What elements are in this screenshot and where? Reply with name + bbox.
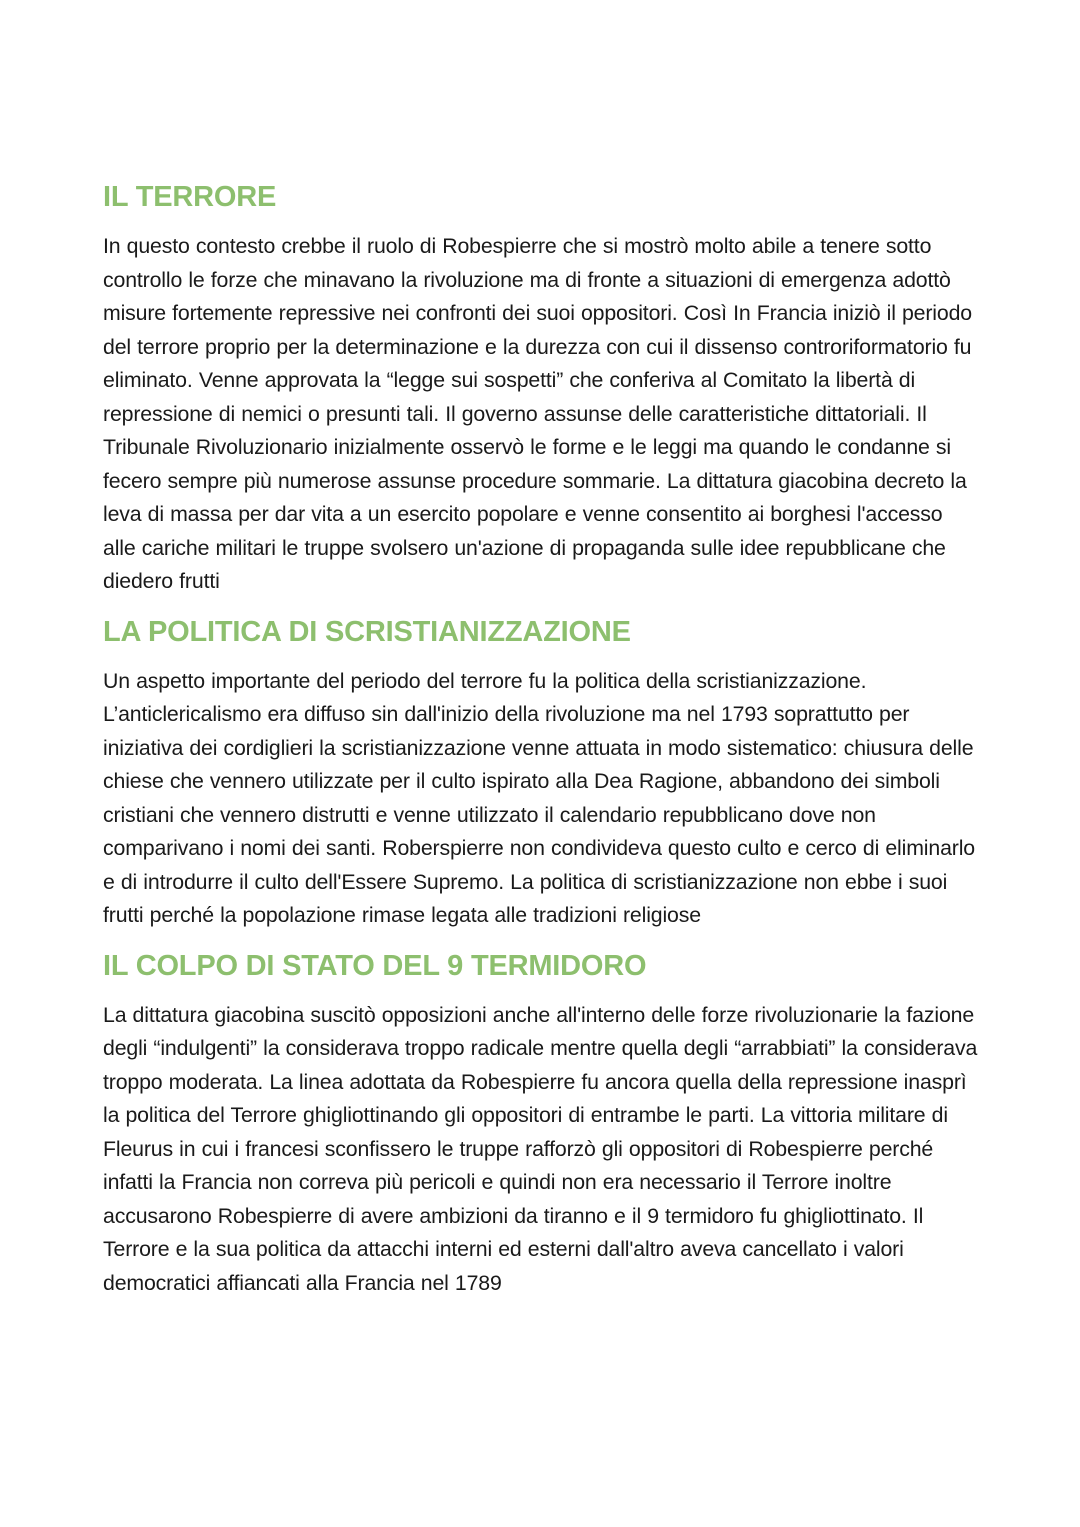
section-title: IL TERRORE xyxy=(103,181,277,213)
section-terrore xyxy=(103,178,981,599)
section-paragraph: La dittatura giacobina suscitò opposizioni anche all'interno delle forze rivoluzionarie la fazione degli “indulgenti” la considerava troppo radicale mentre quella degli “arrabbiati” la considerava troppo moderata. La linea adottata da Robespierre fu ancora quella della repressione inasprì la politica del Terrore ghigliottinando gli oppositori di entrambe le parti. La vittoria militare di Fleurus in cui i francesi sconfissero le truppe rafforzò gli oppositori di Robespierre perché infatti la Francia non correva più pericoli e quindi non era necessario il Terrore inoltre accusarono Robespierre di avere ambizioni da tiranno e il 9 termidoro fu ghigliottinato. Il Terrore e la sua politica da attacchi interni ed esterni dall'altro aveva cancellato i valori democratici affiancati alla Francia nel 1789 xyxy=(103,1002,978,1295)
section-termidoro xyxy=(103,947,981,1301)
document-page xyxy=(103,178,981,1314)
section-title: LA POLITICA DI SCRISTIANIZZAZIONE xyxy=(103,615,631,648)
section-paragraph: In questo contesto crebbe il ruolo di Robespierre che si mostrò molto abile a tenere sotto controllo le forze che minavano la rivoluzione ma di fronte a situazioni di emergenza adottò misure fortemente repressive nei confronti dei suoi oppositori. Così In Francia iniziò il periodo del terrore proprio per la determinazione e la durezza con cui il dissenso controriformatorio fu eliminato. Venne approvata la “legge sui sospetti” che conferiva al Comitato la libertà di repressione di nemici o presunti tali. Il governo assunse delle caratteristiche dittatoriali. Il Tribunale Rivoluzionario inizialmente osservò le forme e le leggi ma quando le condanne si fecero sempre più numerose assunse procedure sommarie. La dittatura giacobina decreto la leva di massa per dar vita a un esercito popolare e venne consentito ai borghesi l'accesso alle cariche militari le truppe svolsero un'azione di propaganda sulle idee repubblicane che diedero frutti xyxy=(103,234,972,593)
section-title: IL COLPO DI STATO DEL 9 TERMIDORO xyxy=(103,949,647,982)
section-paragraph: Un aspetto importante del periodo del terrore fu la politica della scristianizzazione. L’anticlericalismo era diffuso sin dall'inizio della rivoluzione ma nel 1793 soprattutto per iniziativa dei cordiglieri la scristianizzazione venne attuata in modo sistematico: chiusura delle chiese che vennero utilizzate per il culto ispirato alla Dea Ragione, abbandono dei simboli cristiani che vennero distrutti e venne utilizzato il calendario repubblicano dove non comparivano i nomi dei santi. Roberspierre non condivideva questo culto e cerco di eliminarlo e di introdurre il culto dell'Essere Supremo. La politica di scristianizzazione non ebbe i suoi frutti perché la popolazione rimase legata alle tradizioni religiose xyxy=(103,668,975,927)
section-scristianizzazione xyxy=(103,613,981,933)
